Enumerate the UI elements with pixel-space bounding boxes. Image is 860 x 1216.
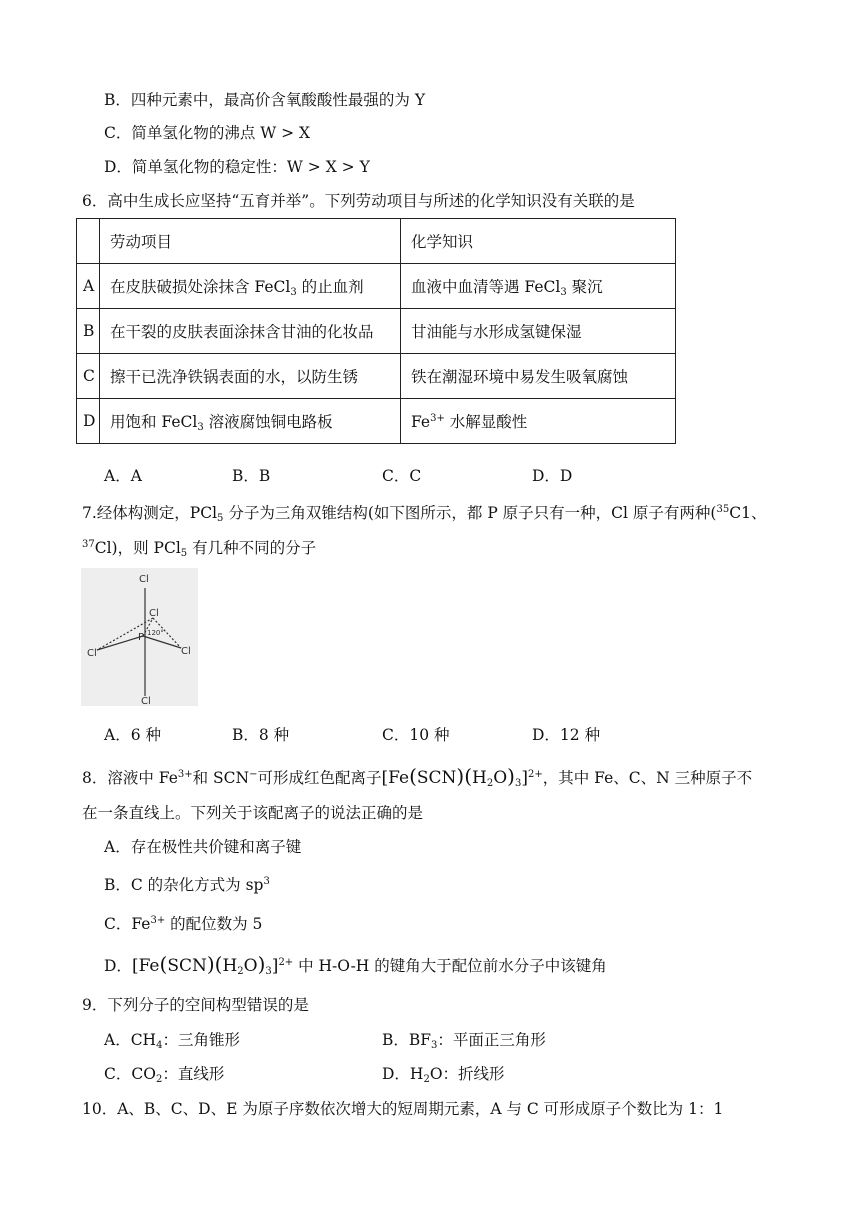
header-chem-knowledge: 化学知识 bbox=[401, 219, 676, 264]
q7-stem-line2: $^{37}$Cl)，则 PCl$_5$ 有几种不同的分子 bbox=[82, 539, 317, 559]
q5-option-d: D．简单氢化物的稳定性：W > X > Y bbox=[104, 158, 370, 176]
q8-option-d: D．$[Fe(SCN)(H_2O)_3]^{2+}$ 中 H-O-H 的键角大于配位前水分子中该键角 bbox=[104, 952, 607, 977]
q7-option-b: B．8 种 bbox=[232, 726, 290, 744]
q6-option-b: B．B bbox=[232, 467, 271, 485]
q6-option-d: D．D bbox=[532, 467, 573, 485]
q7-option-d: D．12 种 bbox=[532, 726, 601, 744]
row-item: 擦干已洗净铁锅表面的水，以防生锈 bbox=[100, 354, 401, 399]
row-item: 在皮肤破损处涂抹含 FeCl$_3$ 的止血剂 bbox=[100, 264, 401, 309]
cl-label: Cl bbox=[87, 648, 97, 659]
table-row bbox=[77, 354, 676, 399]
q6-option-a: A．A bbox=[104, 467, 142, 485]
complex-ion-formula: $[Fe(SCN)(H_2O)_3]^{2+}$ bbox=[131, 952, 294, 977]
row-label: D bbox=[77, 399, 100, 444]
cl-label: Cl bbox=[149, 608, 159, 619]
q6-stem: 6．高中生成长应坚持“五育并举”。下列劳动项目与所述的化学知识没有关联的是 bbox=[82, 192, 635, 210]
q9-option-d: D．$H_2O$：折线形 bbox=[382, 1065, 505, 1085]
q5-option-c: C．简单氢化物的沸点 W > X bbox=[104, 124, 311, 142]
table-row bbox=[77, 309, 676, 354]
row-item: 在干裂的皮肤表面涂抹含甘油的化妆品 bbox=[100, 309, 401, 354]
cl-label: Cl bbox=[141, 696, 151, 706]
q7-stem-line1: 7.经体构测定，PCl$_5$ 分子为三角双锥结构(如下图所示，都 P 原子只有一种，Cl 原子有两种($^{35}$C1、 bbox=[82, 504, 767, 524]
table-header-row bbox=[77, 219, 676, 264]
q7-option-a: A．6 种 bbox=[104, 726, 161, 744]
row-label: B bbox=[77, 309, 100, 354]
q6-table bbox=[76, 218, 676, 444]
q10-stem: 10．A、B、C、D、E 为原子序数依次增大的短周期元素，A 与 C 可形成原子个数比为 1：1 bbox=[82, 1100, 724, 1118]
row-knowledge: 甘油能与水形成氢键保湿 bbox=[401, 309, 676, 354]
complex-ion-formula: $[Fe(SCN)(H_2O)_3]^{2+}$ bbox=[381, 764, 543, 789]
q8-option-a: A．存在极性共价键和离子键 bbox=[104, 838, 302, 856]
row-label: A bbox=[77, 264, 100, 309]
row-item: 用饱和 FeCl$_3$ 溶液腐蚀铜电路板 bbox=[100, 399, 401, 444]
q7-option-c: C．10 种 bbox=[382, 726, 450, 744]
cl-label: Cl bbox=[181, 646, 191, 657]
pcl5-structure-figure bbox=[81, 568, 198, 706]
q9-option-a: A．$CH_4$：三角锥形 bbox=[104, 1031, 240, 1051]
q8-option-c: C．$Fe^{3+}$ 的配位数为 5 bbox=[104, 915, 263, 933]
q8-option-b: B．C 的杂化方式为 $sp^3$ bbox=[104, 876, 270, 894]
row-label: C bbox=[77, 354, 100, 399]
table-row bbox=[77, 399, 676, 444]
q8-stem-line2: 在一条直线上。下列关于该配离子的说法正确的是 bbox=[82, 804, 424, 822]
row-knowledge: $Fe^{3+}$ 水解显酸性 bbox=[401, 399, 676, 444]
table-row bbox=[77, 264, 676, 309]
row-knowledge: 铁在潮湿环境中易发生吸氧腐蚀 bbox=[401, 354, 676, 399]
q8-stem-line1: 8．溶液中 $Fe^{3+}$和 SCN−可形成红色配离子$[Fe(SCN)(H_2O)_3]^{2+}$，其中 Fe、C、N 三种原子不 bbox=[82, 764, 753, 789]
q9-stem: 9．下列分子的空间构型错误的是 bbox=[82, 996, 309, 1014]
trigonal-bipyramid-diagram bbox=[81, 568, 198, 706]
cl-label: Cl bbox=[139, 574, 149, 585]
header-labor-item: 劳动项目 bbox=[100, 219, 401, 264]
q9-option-c: C．$CO_2$：直线形 bbox=[104, 1065, 225, 1085]
q5-option-b: B．四种元素中，最高价含氧酸酸性最强的为 Y bbox=[104, 91, 426, 109]
p-label: P bbox=[138, 632, 145, 643]
row-knowledge: 血液中血清等遇 FeCl$_3$ 聚沉 bbox=[401, 264, 676, 309]
q6-option-c: C．C bbox=[382, 467, 422, 485]
q9-option-b: B．$BF_3$：平面正三角形 bbox=[382, 1031, 546, 1051]
angle-label: 120° bbox=[147, 629, 164, 637]
